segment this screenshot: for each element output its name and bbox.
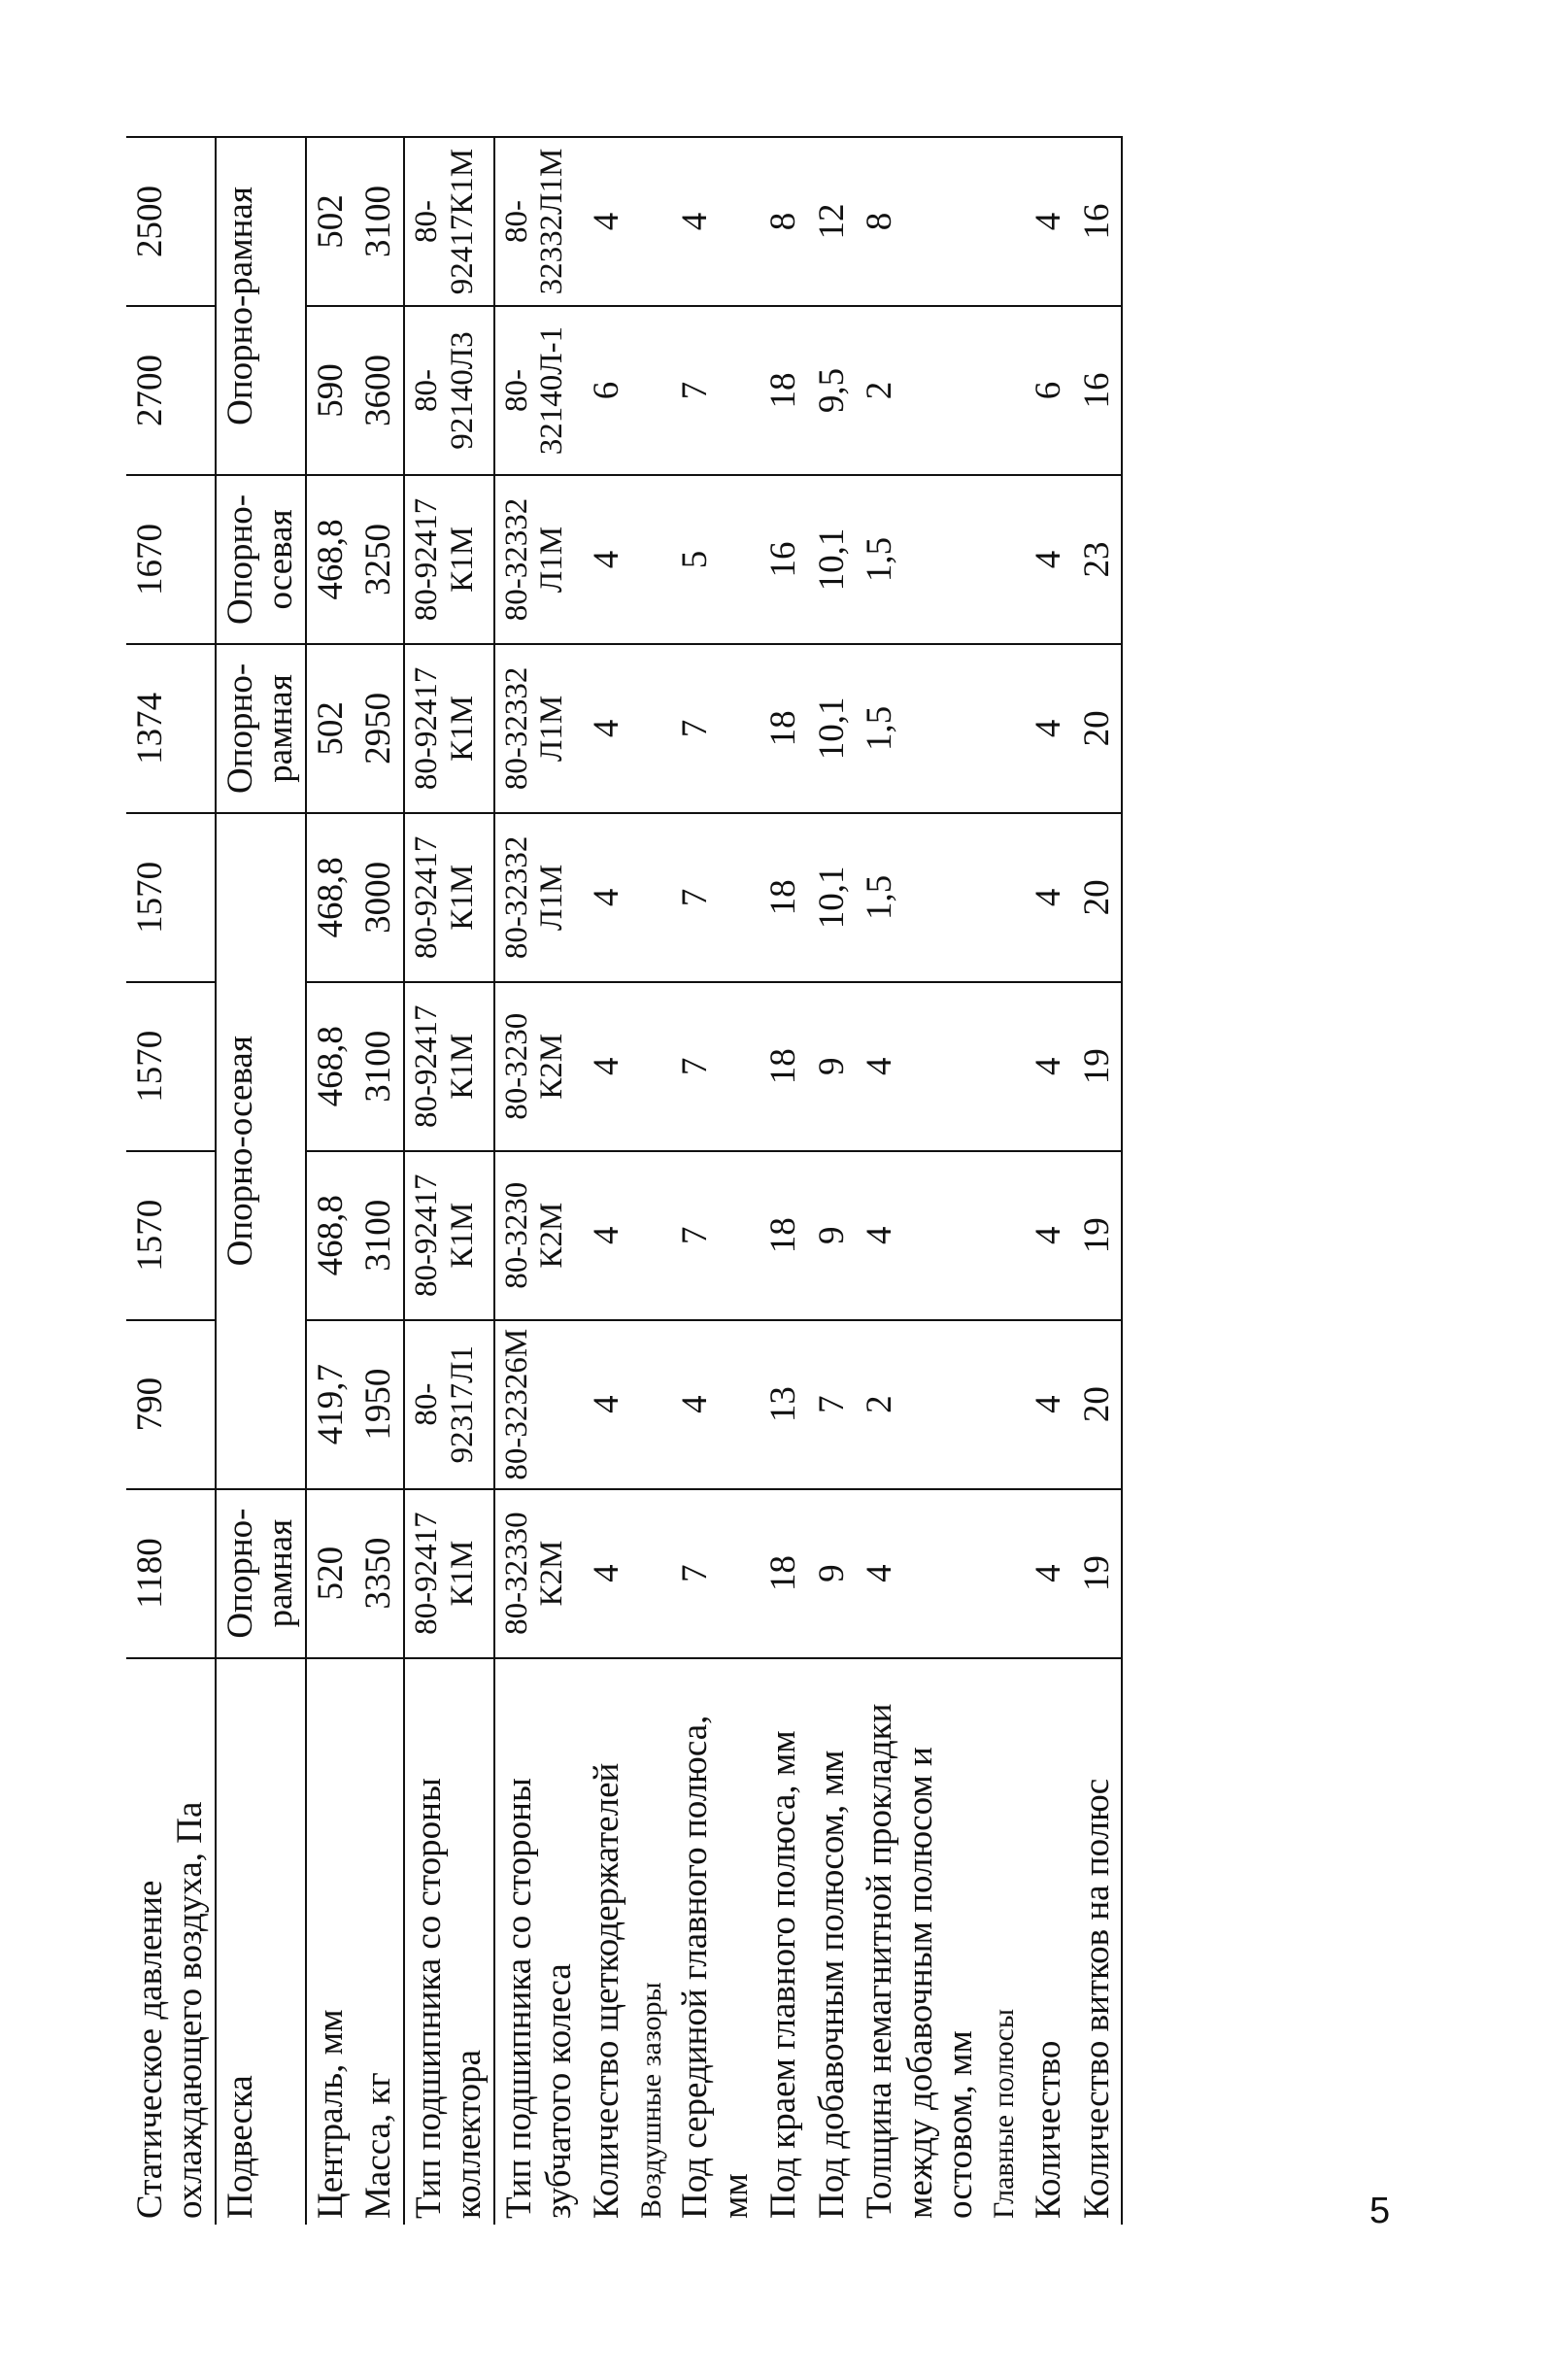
air-gap-center-row (671, 137, 760, 2225)
brush-holders-cell: 4 (583, 137, 630, 306)
pole-turns-cell: 20 (1073, 813, 1122, 982)
bearing-collector-cell: 80-92417К1М (404, 137, 494, 306)
central-cell: 468,8 (306, 1151, 355, 1320)
pole-turns-cell: 23 (1073, 475, 1122, 644)
shim-cell: 1,5 (856, 813, 984, 982)
air-gap-edge-cell: 18 (760, 813, 807, 982)
brush-holders-cell: 4 (583, 1151, 630, 1320)
bearing-gear-cell: 80-32332Л1М (494, 137, 584, 306)
pole-count-row (1025, 137, 1072, 2225)
brush-holders-cell: 4 (583, 982, 630, 1151)
shim-cell: 4 (856, 1489, 984, 1658)
bearing-gear-cell: 80-32140Л-1 (494, 306, 584, 475)
air-gap-aux-cell: 10,1 (808, 813, 856, 982)
air-gap-aux-cell: 12 (808, 137, 856, 306)
central-cell: 468,8 (306, 813, 355, 982)
main-poles-title-row (984, 137, 1025, 2225)
central-row (306, 137, 355, 2225)
page-number: 5 (1369, 2191, 1391, 2231)
central-cell: 502 (306, 644, 355, 813)
bearing-gear-cell: 80-3230 К2М (494, 1151, 584, 1320)
col-header-1: 1180 (126, 1489, 216, 1658)
pole-count-cell: 4 (1025, 475, 1072, 644)
bearing-gear-cell: 80-32330 К2М (494, 1489, 584, 1658)
air-gaps-title-row (631, 137, 672, 2225)
col-header-2: 790 (126, 1320, 216, 1489)
central-cell: 468,8 (306, 982, 355, 1151)
pole-turns-cell: 19 (1073, 1489, 1122, 1658)
motor-spec-table (126, 136, 1123, 2225)
pole-count-cell: 4 (1025, 982, 1072, 1151)
shim-row (856, 137, 984, 2225)
shim-cell: 2 (856, 1320, 984, 1489)
bearing-collector-cell: 80-92417 К1М (404, 1489, 494, 1658)
air-gap-edge-cell: 18 (760, 1489, 807, 1658)
bearing-gear-cell: 80-32332 Л1М (494, 475, 584, 644)
shim-label: Толщина немагнитной прокладки между добавочным полюсом и остовом, мм (860, 1703, 981, 2219)
mass-cell: 3250 (355, 475, 403, 644)
bearing-gear-cell: 80-32332 Л1М (494, 813, 584, 982)
pole-count-cell: 4 (1025, 1489, 1072, 1658)
mass-label: Масса, кг (358, 2072, 399, 2219)
col-header-6: 1374 (126, 644, 216, 813)
bearing-collector-label: Тип подшипника со стороны коллектора (404, 1658, 494, 2225)
bearing-collector-cell: 80-92417 К1М (404, 644, 494, 813)
col-header-5: 1570 (126, 813, 216, 982)
shim-cell: 4 (856, 1151, 984, 1320)
central-cell: 520 (306, 1489, 355, 1658)
central-cell: 590 (306, 306, 355, 475)
col-header-7: 1670 (126, 475, 216, 644)
air-gap-aux-cell: 9 (808, 1151, 856, 1320)
air-gap-edge-cell: 18 (760, 982, 807, 1151)
bearing-gear-row (494, 137, 584, 2225)
air-gap-center-cell: 7 (671, 982, 760, 1151)
air-gap-center-cell: 5 (671, 475, 760, 644)
mass-cell: 3600 (355, 306, 403, 475)
air-gap-aux-label: Под добавочным полюсом, мм (811, 1750, 852, 2219)
suspension-cell-merged: Опорно-рамная (216, 137, 306, 475)
brush-holders-cell: 4 (583, 475, 630, 644)
main-poles-title: Главные полюсы (988, 2008, 1021, 2219)
pole-count-cell: 4 (1025, 137, 1072, 306)
air-gap-edge-label: Под краем главного полюса, мм (763, 1730, 804, 2219)
suspension-cell: Опорно-рамная (216, 1489, 306, 1658)
pole-turns-cell: 19 (1073, 982, 1122, 1151)
air-gap-center-cell: 7 (671, 1151, 760, 1320)
air-gap-center-cell: 7 (671, 306, 760, 475)
air-gap-aux-cell: 7 (808, 1320, 856, 1489)
brush-holders-cell: 4 (583, 644, 630, 813)
air-gap-edge-cell: 18 (760, 306, 807, 475)
bearing-collector-cell: 80-92417 К1М (404, 813, 494, 982)
central-label: Централь, мм (306, 1658, 355, 2225)
suspension-label: Подвеска (216, 1658, 306, 2225)
pole-count-cell: 4 (1025, 813, 1072, 982)
pole-turns-label: Количество витков на полюс (1073, 1658, 1122, 2225)
col-header-8: 2700 (126, 306, 216, 475)
air-gap-aux-row (808, 137, 856, 2225)
shim-cell: 2 (856, 306, 984, 475)
pole-turns-cell: 16 (1073, 306, 1122, 475)
pole-count-cell: 4 (1025, 1320, 1072, 1489)
col-header-4: 1570 (126, 982, 216, 1151)
shim-cell: 1,5 (856, 644, 984, 813)
pole-count-label: Количество (1029, 2040, 1069, 2219)
brush-holders-row (583, 137, 630, 2225)
air-gap-edge-cell: 16 (760, 475, 807, 644)
shim-cell: 8 (856, 137, 984, 306)
col-header-9: 2500 (126, 137, 216, 306)
air-gap-edge-cell: 13 (760, 1320, 807, 1489)
air-gap-edge-cell: 18 (760, 1151, 807, 1320)
bearing-collector-cell: 80-92417 К1М (404, 475, 494, 644)
pole-count-cell: 4 (1025, 644, 1072, 813)
central-cell: 468,8 (306, 475, 355, 644)
mass-cell: 3100 (355, 1151, 403, 1320)
air-gap-center-cell: 7 (671, 644, 760, 813)
mass-cell: 3000 (355, 813, 403, 982)
air-gaps-title: Воздушные зазоры (634, 1982, 667, 2219)
bearing-collector-cell: 80-92140Л3 (404, 306, 494, 475)
bearing-collector-cell: 80-92317Л1 (404, 1320, 494, 1489)
pressure-row (126, 137, 216, 2225)
air-gap-aux-cell: 10,1 (808, 475, 856, 644)
air-gap-center-cell: 7 (671, 813, 760, 982)
brush-holders-cell: 6 (583, 306, 630, 475)
mass-cell: 3100 (355, 137, 403, 306)
air-gap-aux-cell: 9,5 (808, 306, 856, 475)
bearing-gear-cell: 80-32326М (494, 1320, 584, 1489)
air-gap-aux-cell: 10,1 (808, 644, 856, 813)
bearing-collector-row (404, 137, 494, 2225)
air-gap-edge-cell: 8 (760, 137, 807, 306)
bearing-gear-cell: 80-3230 К2М (494, 982, 584, 1151)
pole-turns-cell: 19 (1073, 1151, 1122, 1320)
air-gap-center-cell: 7 (671, 1489, 760, 1658)
air-gap-edge-cell: 18 (760, 644, 807, 813)
bearing-collector-cell: 80-92417 К1М (404, 982, 494, 1151)
air-gap-aux-cell: 9 (808, 1489, 856, 1658)
shim-cell: 1,5 (856, 475, 984, 644)
mass-cell: 2950 (355, 644, 403, 813)
central-cell: 502 (306, 137, 355, 306)
brush-holders-label: Количество щеткодержателей (587, 1762, 627, 2219)
air-gap-center-cell: 4 (671, 137, 760, 306)
suspension-cell: Опорно-рамная (216, 644, 306, 813)
air-gap-edge-row (760, 137, 807, 2225)
pole-count-cell: 6 (1025, 306, 1072, 475)
bearing-collector-cell: 80-92417 К1М (404, 1151, 494, 1320)
bearing-gear-cell: 80-32332 Л1М (494, 644, 584, 813)
suspension-cell-merged: Опорно-осевая (216, 813, 306, 1489)
air-gap-aux-cell: 9 (808, 982, 856, 1151)
air-gap-center-label: Под серединой главного полюса, мм (675, 1715, 756, 2219)
rotated-table-container (126, 136, 1272, 2225)
pole-turns-cell: 20 (1073, 644, 1122, 813)
central-cell: 419,7 (306, 1320, 355, 1489)
brush-holders-cell: 4 (583, 813, 630, 982)
pole-count-cell: 4 (1025, 1151, 1072, 1320)
air-gap-center-cell: 4 (671, 1320, 760, 1489)
col-header-3: 1570 (126, 1151, 216, 1320)
bearing-gear-label: Тип подшипника со стороны зубчатого колеса (494, 1658, 584, 2225)
suspension-cell: Опорно-осевая (216, 475, 306, 644)
mass-cell: 3100 (355, 982, 403, 1151)
shim-cell: 4 (856, 982, 984, 1151)
brush-holders-cell: 4 (583, 1489, 630, 1658)
mass-cell: 1950 (355, 1320, 403, 1489)
pole-turns-row (1073, 137, 1122, 2225)
pressure-label: Статическое давление охлаждающего воздуха, Па (130, 1801, 211, 2219)
suspension-row (216, 137, 306, 2225)
pole-turns-cell: 20 (1073, 1320, 1122, 1489)
mass-row (355, 137, 403, 2225)
pole-turns-cell: 16 (1073, 137, 1122, 306)
brush-holders-cell: 4 (583, 1320, 630, 1489)
mass-cell: 3350 (355, 1489, 403, 1658)
